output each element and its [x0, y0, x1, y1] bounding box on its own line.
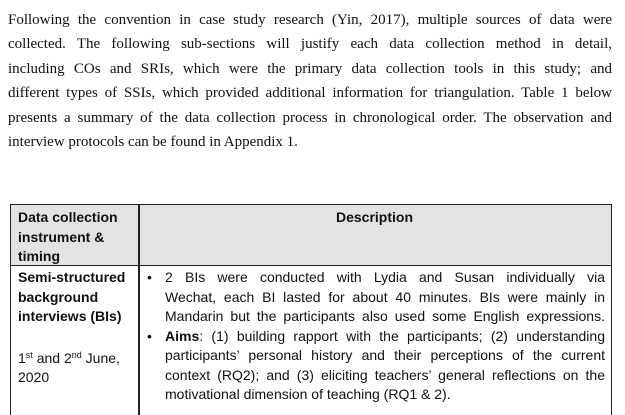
bullet-icon: • [147, 327, 152, 344]
row-instrument-cell [18, 268, 136, 388]
bullet-line: context (RQ2); and (3) eliciting teachers’ general reflections on the [165, 366, 605, 383]
instrument-name: Semi-structured background interviews (BIs) [18, 269, 126, 324]
bullet-icon: • [147, 269, 152, 285]
list-item [143, 327, 605, 405]
bullet-line: Aims: (1) building rapport with the participants; (2) understanding [165, 327, 605, 344]
data-collection-table [10, 204, 612, 415]
paragraph-line: presents a summary of the data collection process in chronological order. The observation and [8, 109, 612, 126]
intro-paragraph [8, 8, 612, 154]
instrument-date: 1st and 2nd June, 2020 [18, 349, 120, 385]
paragraph-line: including COs and SRIs, which were the primary data collection tools in this study; and [8, 60, 612, 77]
paragraph-line: collected. The following sub-sections will justify each data collection method in detail, [8, 36, 612, 53]
bullet-line: 2 BIs were conducted with Lydia and Susan individually via [165, 269, 605, 285]
header-description: Description [335, 209, 413, 225]
list-item [143, 268, 605, 327]
bullet-line: motivational dimension of teaching (RQ1 & 2). [165, 386, 451, 402]
bullet-line: Mandarin but the participants also used some English expressions. [165, 308, 605, 324]
paragraph-line: different types of SSIs, which provided additional information for triangulation. Table 1 below [8, 85, 612, 102]
aims-label: Aims [165, 327, 200, 344]
paragraph-line: interview protocols can be found in Appendix 1. [8, 134, 298, 151]
header-instrument: Data collection instrument & timing [18, 209, 118, 264]
column-divider [138, 205, 140, 415]
bullet-line: Wechat, each BI lasted for about 40 minutes. BIs were mainly in [165, 288, 605, 305]
paragraph-line: Following the convention in case study research (Yin, 2017), multiple sources of data were [8, 12, 612, 28]
row-description-cell [143, 268, 605, 405]
bullet-line: participants’ personal history and their perceptions of the current [165, 347, 605, 363]
